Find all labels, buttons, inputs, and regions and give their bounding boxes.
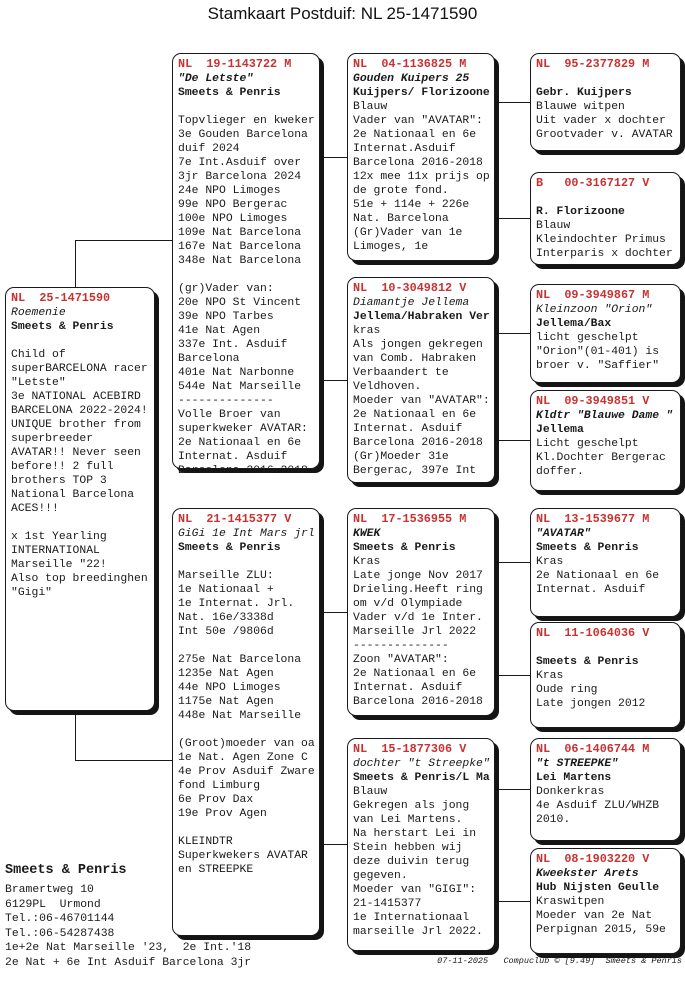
pedigree-line: 275e Nat Barcelona <box>178 654 302 666</box>
pedigree-box-subject <box>5 287 155 711</box>
pedigree-line: dochter "t Streepke" <box>353 758 490 770</box>
pedigree-box-body <box>178 72 317 478</box>
pedigree-line: before!! 2 full <box>11 461 114 473</box>
pedigree-line: kras <box>353 325 381 337</box>
pedigree-box-dam-dam-sire <box>530 738 681 841</box>
pedigree-line: AVATAR!! Never seen <box>11 447 141 459</box>
pedigree-box-dam-sire-sire <box>530 508 681 617</box>
connector-subject-to-sire-horizontal <box>75 240 172 241</box>
pedigree-line: 12x mee 11x prijs op <box>353 171 490 183</box>
pedigree-line: 109e Nat Barcelona <box>178 227 302 239</box>
pedigree-line: 401e Nat Narbonne <box>178 367 295 379</box>
pedigree-line <box>536 191 678 205</box>
pedigree-line: Kldtr "Blauwe Dame " <box>536 410 673 422</box>
pedigree-line: Jellema/Habraken Ver <box>353 311 490 323</box>
pedigree-line: superkweker AVATAR: <box>178 423 308 435</box>
pedigree-line: x 1st Yearling <box>11 531 107 543</box>
pedigree-box-sire-dam-dam <box>530 390 681 491</box>
pedigree-line: "De Letste" <box>178 73 254 85</box>
pedigree-line: Late jonge Nov 2017 <box>353 570 483 582</box>
pedigree-line: deze duivin terug <box>353 856 470 868</box>
pedigree-line: Vader van "AVATAR": <box>353 115 483 127</box>
pedigree-line: gegeven. <box>353 870 408 882</box>
pedigree-line: 2e Nationaal en 6e <box>353 129 477 141</box>
pedigree-line: superbreeder <box>11 433 94 445</box>
ring-number: NL 10-3049812 V <box>353 281 467 295</box>
pedigree-box-body <box>536 303 678 373</box>
pedigree-box-body <box>353 527 492 709</box>
pedigree-line: licht geschelpt <box>536 332 639 344</box>
pedigree-line: Kras <box>353 556 381 568</box>
pedigree-line: Als jongen gekregen <box>353 339 483 351</box>
pedigree-line: Kleindochter Primus <box>536 234 666 246</box>
pedigree-line <box>11 334 152 348</box>
pedigree-line: Kras <box>536 670 564 682</box>
ring-number: NL 25-1471590 <box>11 291 111 305</box>
connector-to-sire-sire-dam <box>494 218 530 219</box>
pedigree-line: 1235e Nat Agen <box>178 668 274 680</box>
pedigree-line: KWEK <box>353 528 381 540</box>
pedigree-line: om v/d Olympiade <box>353 598 463 610</box>
pedigree-line: 3jr Barcelona 2024 <box>178 171 302 183</box>
ring-number: B 00-3167127 V <box>536 176 650 190</box>
pedigree-line: fond Limburg <box>178 780 261 792</box>
connector-to-dam-sire-sire <box>494 562 530 563</box>
connector-subject-to-dam-horizontal <box>75 760 172 761</box>
pedigree-line <box>536 641 678 655</box>
pedigree-box-sire-sire-sire <box>530 53 681 151</box>
pedigree-line: 1e Internat. Jrl. <box>178 598 295 610</box>
pedigree-line: Kuijpers/ Florizoone <box>353 87 490 99</box>
pedigree-line: Barcelona 2016-2018 <box>353 696 483 708</box>
pedigree-line: BARCELONA 2022-2024! <box>11 405 148 417</box>
pedigree-line: 4e Prov Asduif Zware <box>178 766 315 778</box>
pedigree-line: superBARCELONA racer <box>11 363 148 375</box>
program-credit: Compuclub © [9.49] <box>503 956 596 966</box>
pedigree-line <box>11 516 152 530</box>
pedigree-line: Jellema <box>536 424 584 436</box>
pedigree-line: Internat. Asduif <box>178 451 288 463</box>
ring-number: NL 08-1903220 V <box>536 852 650 866</box>
pedigree-line: brothers TOP 3 <box>11 475 107 487</box>
pedigree-line: Smeets & Penris <box>178 87 281 99</box>
pedigree-line: 100e NPO Limoges <box>178 213 288 225</box>
pedigree-line: 2e Nationaal en 6e <box>353 409 477 421</box>
pedigree-line: Volle Broer van <box>178 409 281 421</box>
pedigree-line: Blauw <box>353 786 388 798</box>
pedigree-line: Limoges, 1e <box>353 241 429 253</box>
pedigree-line: (Gr)Vader van 1e <box>353 227 463 239</box>
pedigree-line: Gebr. Kuijpers <box>536 87 632 99</box>
pedigree-line: Superkwekers AVATAR <box>178 850 308 862</box>
pedigree-line: "Orion"(01-401) is <box>536 346 660 358</box>
ring-number: NL 11-1064036 V <box>536 626 650 640</box>
pedigree-line: National Barcelona <box>11 489 135 501</box>
connector-dam-to-dam-sire <box>319 612 347 613</box>
address-line: 2e Nat + 6e Int Asduif Barcelona 3jr <box>5 956 252 969</box>
pedigree-box-body <box>178 527 317 877</box>
pedigree-line: 337e Int. Asduif <box>178 339 288 351</box>
pedigree-line: 2e Nationaal en 6e <box>353 668 477 680</box>
pedigree-line: Internat. Asduif <box>353 423 463 435</box>
pedigree-line: Topvlieger en kweker <box>178 115 315 127</box>
pedigree-line: 24e NPO Limoges <box>178 185 281 197</box>
pedigree-line: 3e NATIONAL ACEBIRD <box>11 391 141 403</box>
pedigree-line: Kl.Dochter Bergerac <box>536 452 666 464</box>
pedigree-line: Oude ring <box>536 684 598 696</box>
pedigree-line: marseille Jrl 2022. <box>353 926 483 938</box>
pedigree-line: Moeder van "AVATAR": <box>353 395 490 407</box>
pedigree-line: doffer. <box>536 466 584 478</box>
pedigree-line: "t STREEPKE" <box>536 758 619 770</box>
pedigree-line: INTERNATIONAL <box>11 545 100 557</box>
ring-number: NL 95-2377829 M <box>536 57 650 71</box>
owner-address-block <box>5 883 251 971</box>
address-line: 1e+2e Nat Marseille '23, 2e Int.'18 <box>5 942 252 955</box>
pedigree-line: broer v. "Saffier" <box>536 360 660 372</box>
pedigree-box-body <box>536 527 678 597</box>
pedigree-line: Moeder van 2e Nat <box>536 910 653 922</box>
pedigree-box-dam-dam-dam <box>530 848 681 954</box>
connector-sire-to-sire-dam <box>319 380 347 381</box>
pedigree-box-sire <box>172 53 320 477</box>
pedigree-line: "AVATAR" <box>536 528 591 540</box>
pedigree-box-dam <box>172 508 320 936</box>
ring-number: NL 09-3949851 V <box>536 394 650 408</box>
pedigree-line: 4e Asduif ZLU/WHZB <box>536 800 660 812</box>
pedigree-box-body <box>353 296 492 478</box>
loft-credit: Smeets & Penris <box>605 956 682 966</box>
pedigree-line: Marseille ZLU: <box>178 570 274 582</box>
connector-to-sire-sire-sire <box>494 102 530 103</box>
pedigree-line: Lei Martens <box>536 772 612 784</box>
page-title: Stamkaart Postduif: NL 25-1471590 <box>207 4 478 23</box>
pedigree-line: de grote fond. <box>353 185 449 197</box>
ring-number: NL 17-1536955 M <box>353 512 467 526</box>
pedigree-box-body <box>353 757 492 939</box>
pedigree-line: 3e Gouden Barcelona <box>178 129 308 141</box>
connector-subject-to-sire-vertical <box>75 240 76 288</box>
pedigree-line: Smeets & Penris <box>178 542 281 554</box>
pedigree-line <box>178 100 317 114</box>
connector-to-dam-sire-dam <box>494 675 530 676</box>
pedigree-box-sire-dam <box>347 277 495 483</box>
pedigree-line: 1e Internationaal <box>353 912 470 924</box>
pedigree-line: 2010. <box>536 814 571 826</box>
pedigree-line: Diamantje Jellema <box>353 297 470 309</box>
pedigree-box-body <box>536 72 678 142</box>
pedigree-line: Smeets & Penris/L Ma <box>353 772 490 784</box>
pedigree-line: Gouden Kuipers 25 <box>353 73 470 85</box>
pedigree-line: UNIQUE brother from <box>11 419 141 431</box>
pedigree-line: Barcelona <box>178 353 240 365</box>
pedigree-box-sire-dam-sire <box>530 284 681 383</box>
pedigree-line: 7e Int.Asduif over <box>178 157 302 169</box>
pedigree-box-body <box>536 409 678 479</box>
pedigree-box-body <box>353 72 492 254</box>
pedigree-line: Kweekster Arets <box>536 868 639 880</box>
pedigree-line: (Groot)moeder van oa <box>178 738 315 750</box>
pedigree-line: "Gigi" <box>11 587 53 599</box>
pedigree-line: en STREEPKE <box>178 864 254 876</box>
pedigree-line: "Letste" <box>11 377 66 389</box>
pedigree-line: KLEINDTR <box>178 836 233 848</box>
pedigree-line: 2e Nationaal en 6e <box>178 437 302 449</box>
pedigree-line: Late jongen 2012 <box>536 698 646 710</box>
pedigree-line: 51e + 114e + 226e <box>353 199 470 211</box>
ring-number: NL 13-1539677 M <box>536 512 650 526</box>
pedigree-line: Drieling.Heeft ring <box>353 584 483 596</box>
pedigree-line: Child of <box>11 349 66 361</box>
pedigree-line: Donkerkras <box>536 786 605 798</box>
pedigree-line: Uit vader x dochter <box>536 115 666 127</box>
pedigree-line: Int 50e /9806d <box>178 626 274 638</box>
ring-number: NL 09-3949867 M <box>536 288 650 302</box>
pedigree-line: 39e NPO Tarbes <box>178 311 274 323</box>
pedigree-line: Marseille Jrl 2022 <box>353 626 477 638</box>
pedigree-line: Barcelona 2016-2018 <box>178 465 308 477</box>
pedigree-line: Na herstart Lei in <box>353 828 477 840</box>
pedigree-line: Stein hebben wij <box>353 842 463 854</box>
pedigree-box-dam-sire-dam <box>530 622 681 728</box>
address-line: Tel.:06-54287438 <box>5 927 115 940</box>
connector-to-sire-dam-dam <box>494 440 530 441</box>
pedigree-line: Kraswitpen <box>536 896 605 908</box>
pedigree-box-dam-dam <box>347 738 495 951</box>
ring-number: NL 15-1877306 V <box>353 742 467 756</box>
pedigree-line: 44e NPO Limoges <box>178 682 281 694</box>
pedigree-line: duif 2024 <box>178 143 240 155</box>
pedigree-line: Moeder van "GIGI": <box>353 884 477 896</box>
pedigree-line: Barcelona 2016-2018 <box>353 157 483 169</box>
pedigree-line <box>178 555 317 569</box>
connector-to-sire-dam-sire <box>494 333 530 334</box>
pedigree-line: 167e Nat Barcelona <box>178 241 302 253</box>
connector-to-dam-dam-sire <box>494 789 530 790</box>
connector-subject-to-dam-vertical <box>75 711 76 760</box>
pedigree-line: Jellema/Bax <box>536 318 612 330</box>
address-line: Tel.:06-46701144 <box>5 913 115 926</box>
pedigree-line: Bergerac, 397e Int <box>353 465 477 477</box>
pedigree-line: Barcelona 2016-2018 <box>353 437 483 449</box>
pedigree-line: Interparis x dochter <box>536 248 673 260</box>
pedigree-line <box>178 639 317 653</box>
pedigree-line: R. Florizoone <box>536 206 625 218</box>
pedigree-line: Smeets & Penris <box>353 542 456 554</box>
pedigree-line: -------------- <box>178 395 274 407</box>
pedigree-line: 20e NPO St Vincent <box>178 297 302 309</box>
pedigree-box-body <box>536 757 678 827</box>
address-line: Bramertweg 10 <box>5 884 94 896</box>
pedigree-line: GiGi 1e Int Mars jrl <box>178 528 315 540</box>
pedigree-line: 21-1415377 <box>353 898 422 910</box>
pedigree-line: Also top breedinghen <box>11 573 148 585</box>
pedigree-line: Nat. 16e/3338d <box>178 612 274 624</box>
ring-number: NL 04-1136825 M <box>353 57 467 71</box>
pedigree-box-sire-sire-dam <box>530 172 681 265</box>
pedigree-line: Hub Nijsten Geulle <box>536 882 660 894</box>
pedigree-line: Blauw <box>353 101 388 113</box>
pedigree-line: 2e Nationaal en 6e <box>536 570 660 582</box>
pedigree-line: Verbaandert te <box>353 367 449 379</box>
footnote-spacer <box>488 956 503 966</box>
pedigree-line: 544e Nat Marseille <box>178 381 302 393</box>
pedigree-line: Smeets & Penris <box>536 542 639 554</box>
pedigree-box-body <box>11 306 152 600</box>
pedigree-line: Zoon "AVATAR": <box>353 654 449 666</box>
pedigree-box-body <box>536 191 678 261</box>
pedigree-line: 348e Nat Barcelona <box>178 255 302 267</box>
address-line: 6129PL Urmond <box>5 898 101 911</box>
pedigree-line <box>178 723 317 737</box>
pedigree-line: Roemenie <box>11 307 66 319</box>
pedigree-box-dam-sire <box>347 508 495 716</box>
pedigree-line: Smeets & Penris <box>536 656 639 668</box>
pedigree-line: 1175e Nat Agen <box>178 696 274 708</box>
pedigree-line: Licht geschelpt <box>536 438 639 450</box>
pedigree-line: Kleinzoon "Orion" <box>536 304 653 316</box>
pedigree-line <box>178 821 317 835</box>
connector-sire-to-sire-sire <box>319 157 347 158</box>
pedigree-line: Grootvader v. AVATAR <box>536 129 673 141</box>
pedigree-line: 41e Nat Agen <box>178 325 261 337</box>
pedigree-line: Blauw <box>536 220 571 232</box>
ring-number: NL 19-1143722 M <box>178 57 292 71</box>
pedigree-box-body <box>536 867 678 937</box>
pedigree-line <box>178 268 317 282</box>
pedigree-line: -------------- <box>353 640 449 652</box>
pedigree-line: Gekregen als jong <box>353 800 470 812</box>
pedigree-box-body <box>536 641 678 711</box>
pedigree-line: Marseille "22! <box>11 559 107 571</box>
footnote-spacer <box>595 956 605 966</box>
pedigree-line: 1e Nationaal + <box>178 584 274 596</box>
pedigree-line: Blauwe witpen <box>536 101 625 113</box>
pedigree-line: (Gr)Moeder 31e <box>353 451 449 463</box>
ring-number: NL 06-1406744 M <box>536 742 650 756</box>
pedigree-box-sire-sire <box>347 53 495 261</box>
pedigree-line: 1e Nat. Agen Zone C <box>178 752 308 764</box>
pedigree-line: 448e Nat Marseille <box>178 710 302 722</box>
pedigree-line: Internat. Asduif <box>536 584 646 596</box>
pedigree-line: Smeets & Penris <box>11 321 114 333</box>
pedigree-line: 99e NPO Bergerac <box>178 199 288 211</box>
pedigree-line: (gr)Vader van: <box>178 283 274 295</box>
pedigree-line: 19e Prov Agen <box>178 808 267 820</box>
pedigree-line: van Lei Martens. <box>353 814 463 826</box>
pedigree-line: Veldhoven. <box>353 381 422 393</box>
print-date: 07-11-2025 <box>437 956 489 966</box>
pedigree-line: 6e Prov Dax <box>178 794 254 806</box>
pedigree-line: Kras <box>536 556 564 568</box>
ring-number: NL 21-1415377 V <box>178 512 292 526</box>
pedigree-line <box>536 72 678 86</box>
pedigree-line: Internat. Asduif <box>353 682 463 694</box>
pedigree-line: ACES!!! <box>11 503 59 515</box>
footnote <box>437 956 682 966</box>
pedigree-line: Vader v/d 1e Inter. <box>353 612 483 624</box>
connector-to-dam-dam-dam <box>494 901 530 902</box>
pedigree-line: van Comb. Habraken <box>353 353 477 365</box>
pedigree-line: Perpignan 2015, 59e <box>536 924 666 936</box>
connector-dam-to-dam-dam <box>319 844 347 845</box>
pedigree-line: Internat.Asduif <box>353 143 456 155</box>
pedigree-line: Nat. Barcelona <box>353 213 449 225</box>
owner-name: Smeets & Penris <box>5 863 127 878</box>
